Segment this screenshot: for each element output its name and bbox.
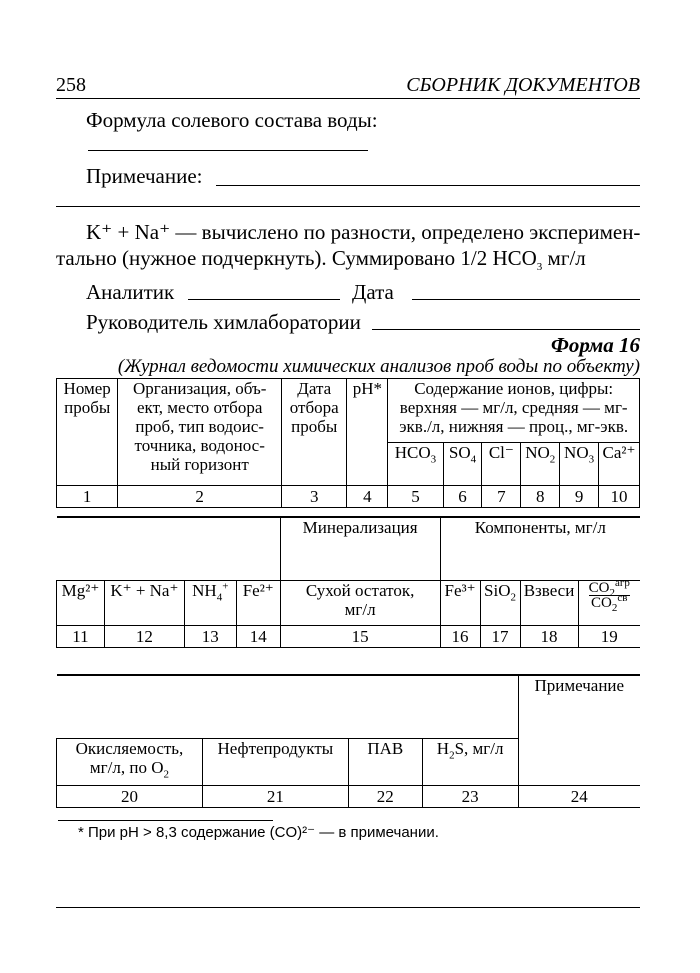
sio2-cell: SiO$_2$ bbox=[480, 581, 520, 626]
note-label: Примечание: bbox=[86, 164, 203, 188]
header-rule bbox=[56, 98, 640, 99]
h-ions: Содержание ионов, цифры: верхняя — мг/л, средняя — мг- экв./л, нижняя — проц., мг-экв. bbox=[388, 379, 640, 443]
blank-header bbox=[57, 517, 281, 581]
col-num: 13 bbox=[184, 626, 236, 648]
col-num: 20 bbox=[57, 786, 203, 808]
col-num: 18 bbox=[520, 626, 578, 648]
h-mineralization: Минерализация bbox=[280, 517, 440, 581]
calc-text-1: K⁺ + Na⁺ — вычислено по разности, определено эксперимен- bbox=[86, 220, 641, 244]
col-num: 5 bbox=[388, 486, 443, 508]
head-lab-label: Руководитель химлаборатории bbox=[86, 310, 361, 334]
calc-text-2: тально (нужное подчеркнуть). Суммировано 1/2 $HCO_3$ мг/л bbox=[56, 246, 586, 274]
col-num: 23 bbox=[422, 786, 518, 808]
col-num: 21 bbox=[202, 786, 348, 808]
running-title: СБОРНИК ДОКУМЕНТОВ bbox=[406, 74, 640, 96]
note-blank bbox=[216, 185, 640, 186]
journal-table-1 bbox=[56, 378, 640, 508]
fe3-cell: Fe³⁺ bbox=[440, 581, 480, 626]
analyst-blank bbox=[188, 299, 340, 300]
col-num: 3 bbox=[282, 486, 347, 508]
note-blank-2 bbox=[56, 206, 640, 207]
date-blank bbox=[412, 299, 640, 300]
h-note: Примечание bbox=[518, 675, 640, 786]
mg-cell: Mg²⁺ bbox=[57, 581, 105, 626]
fe2-cell: Fe²⁺ bbox=[236, 581, 280, 626]
ion-cl: Cl⁻ bbox=[482, 442, 521, 485]
kna-cell: K⁺ + Na⁺ bbox=[104, 581, 184, 626]
col-num: 17 bbox=[480, 626, 520, 648]
col-num: 22 bbox=[348, 786, 422, 808]
col-num: 14 bbox=[236, 626, 280, 648]
col-num: 15 bbox=[280, 626, 440, 648]
form-title: Форма 16 bbox=[551, 333, 640, 357]
footnote-rule bbox=[58, 820, 273, 821]
h-sample-number: Номер пробы bbox=[57, 379, 118, 486]
formula-label: Формула солевого состава воды: bbox=[86, 108, 378, 132]
col-num: 4 bbox=[347, 486, 388, 508]
h-sample-date: Дата отбора пробы bbox=[282, 379, 347, 486]
oil-products: Нефтепродукты bbox=[202, 739, 348, 786]
formula-blank bbox=[88, 150, 368, 151]
col-num: 2 bbox=[118, 486, 282, 508]
col-num: 19 bbox=[578, 626, 640, 648]
col-num: 12 bbox=[104, 626, 184, 648]
col-num: 1 bbox=[57, 486, 118, 508]
form-subtitle: (Журнал ведомости химических анализов проб воды по объекту) bbox=[117, 356, 640, 377]
ion-so4: $SO_4$ bbox=[443, 442, 482, 485]
ion-ca: Ca²⁺ bbox=[599, 442, 640, 485]
dry-residue: Сухой остаток, мг/л bbox=[280, 581, 440, 626]
oxidizability: Окисляемость, мг/л, по $O_2$ bbox=[57, 739, 203, 786]
ion-hco3: $HCO_3$ bbox=[388, 442, 443, 485]
col-num: 6 bbox=[443, 486, 482, 508]
col-num: 8 bbox=[521, 486, 560, 508]
h-organization: Организация, объ- ект, место отбора проб, тип водоис- точника, водонос- ный горизонт bbox=[118, 379, 282, 486]
journal-table-2 bbox=[56, 516, 640, 648]
suspended-cell: Взвеси bbox=[520, 581, 578, 626]
h2s-cell: $H_2S$, мг/л bbox=[422, 739, 518, 786]
ion-no3: $NO_3$ bbox=[560, 442, 599, 485]
analyst-label: Аналитик bbox=[86, 280, 175, 304]
col-num: 16 bbox=[440, 626, 480, 648]
col-num: 24 bbox=[518, 786, 640, 808]
h-components: Компоненты, мг/л bbox=[440, 517, 640, 581]
bottom-rule bbox=[56, 907, 640, 908]
journal-table-3 bbox=[56, 674, 640, 808]
h-ph: pH* bbox=[347, 379, 388, 486]
footnote: * При pH > 8,3 содержание (CO)²⁻ — в примечании. bbox=[78, 824, 439, 841]
col-num: 7 bbox=[482, 486, 521, 508]
co2-fraction: $\frac{CO_2^{агр}}{CO_2^{св}}$ bbox=[578, 581, 640, 626]
col-num: 10 bbox=[599, 486, 640, 508]
page-number: 258 bbox=[56, 74, 86, 96]
nh4-cell: $NH_4^+$ bbox=[184, 581, 236, 626]
blank-header bbox=[57, 675, 519, 739]
head-lab-blank bbox=[372, 329, 640, 330]
surfactants: ПАВ bbox=[348, 739, 422, 786]
col-num: 9 bbox=[560, 486, 599, 508]
ion-no2: $NO_2$ bbox=[521, 442, 560, 485]
date-label: Дата bbox=[352, 280, 394, 304]
col-num: 11 bbox=[57, 626, 105, 648]
